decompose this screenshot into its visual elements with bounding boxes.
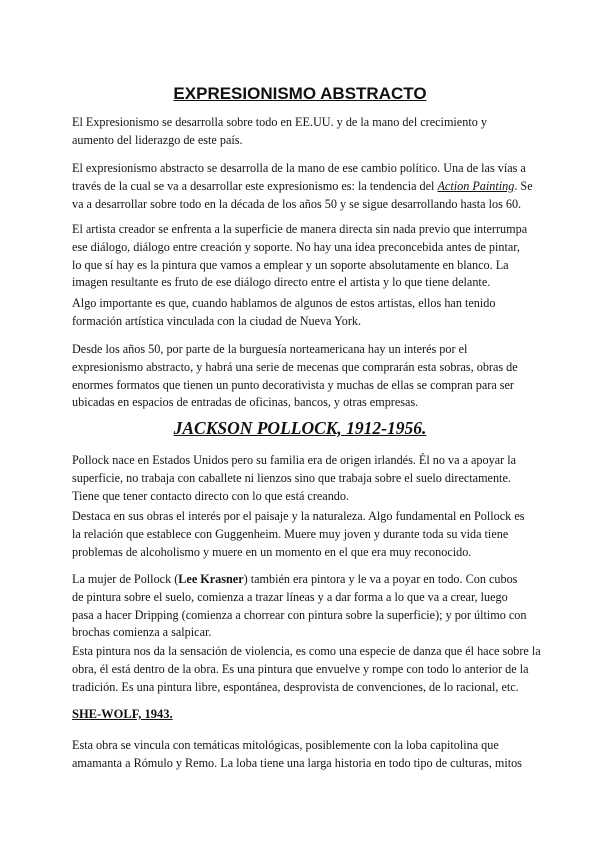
paragraph-intro-1 — [72, 114, 542, 150]
text-line: Esta pintura nos da la sensación de violencia, es como una especie de danza que él hace sobre la — [72, 644, 541, 658]
text-line: Tiene que tener contacto directo con lo que está creando. — [72, 488, 350, 503]
text-line: tradición. Es una pintura libre, espontánea, desprovista de convenciones, de lo racional, etc. — [72, 679, 519, 694]
text-line: brochas comienza a salpicar. — [72, 625, 212, 640]
text-line: Desde los años 50, por parte de la burguesía norteamericana hay un interés por el — [72, 342, 468, 356]
text-line: ubicadas en espacios de entradas de oficinas, bancos, y otras empresas. — [72, 395, 419, 410]
text-fragment: La mujer de Pollock ( — [72, 572, 179, 586]
paragraph-intro-3 — [72, 221, 542, 292]
section-heading-pollock: JACKSON POLLOCK, 1912-1956. — [173, 418, 427, 438]
paragraph-pollock-1 — [72, 452, 542, 505]
text-line: pasa a hacer Dripping (comienza a chorrear con pintura sobre la superficie); y por último con — [72, 607, 527, 622]
text-line: El Expresionismo se desarrolla sobre todo en EE.UU. y de la mano del crecimiento y — [72, 115, 487, 129]
text-line: Destaca en sus obras el interés por el paisaje y la naturaleza. Algo fundamental en Pollock es — [72, 509, 525, 523]
text-line: problemas de alcoholismo y muere en un momento en el que era muy reconocido. — [72, 544, 472, 559]
text-line — [72, 178, 542, 196]
paragraph-pollock-4 — [72, 643, 542, 696]
text-line: de pintura sobre el suelo, comienza a trazar líneas y a dar forma a lo que va a crear, luego — [72, 589, 508, 604]
text-line: la relación que establece con Guggenheim. Muere muy joven y durante toda su vida tiene — [72, 526, 509, 541]
text-line: Esta obra se vincula con temáticas mitológicas, posiblemente con la loba capitolina que — [72, 738, 499, 752]
paragraph-she-wolf-1 — [72, 737, 542, 773]
text-line: amamanta a Rómulo y Remo. La loba tiene una larga historia en todo tipo de culturas, mitos — [72, 755, 522, 770]
text-line: superficie, no trabaja con caballete ni lienzos sino que trabaja sobre el suelo directamente. — [72, 470, 511, 485]
text-line: El artista creador se enfrenta a la superficie de manera directa sin nada previo que interrumpa — [72, 222, 528, 236]
text-line: expresionismo abstracto, y habrá una serie de mecenas que comprarán esta sobras, obras de — [72, 359, 518, 374]
text-line: formación artística vinculada con la ciudad de Nueva York. — [72, 313, 362, 328]
text-fragment: través de la cual se va a desarrollar este expresionismo es: la tendencia del — [72, 178, 438, 193]
text-fragment: ) también era pintora y le va a poyar en todo. Con cubos — [243, 572, 518, 586]
paragraph-pollock-2 — [72, 508, 542, 561]
paragraph-intro-2 — [72, 160, 542, 213]
text-line: obra, él está dentro de la obra. Es una pintura que envuelve y rompe con todo lo anterior de la — [72, 661, 529, 676]
text-line: imagen resultante es fruto de ese diálogo directo entre el artista y lo que tiene delante. — [72, 275, 491, 290]
bold-name-lee-krasner: Lee Krasner — [178, 572, 244, 586]
text-line: Algo importante es que, cuando hablamos de algunos de estos artistas, ellos han tenido — [72, 296, 496, 310]
text-line — [72, 571, 542, 589]
text-line: El expresionismo abstracto se desarrolla de la mano de ese cambio político. Una de las vías a — [72, 161, 526, 175]
text-line: lo que sí hay es la pintura que vamos a emplear y un soporte absolutamente en blanco. La — [72, 257, 509, 272]
paragraph-intro-4 — [72, 295, 542, 331]
action-painting-link[interactable]: Action Painting — [437, 178, 515, 193]
text-line: ese diálogo, diálogo entre creación y soporte. No hay una idea preconcebida antes de pintar, — [72, 239, 520, 254]
text-fragment: . Se — [514, 178, 533, 193]
text-line: enormes formatos que tienen un punto decorativista y muchas de ellas se compran para ser — [72, 377, 514, 392]
section-heading-she-wolf: SHE-WOLF, 1943. — [72, 707, 173, 721]
paragraph-pollock-3 — [72, 571, 542, 642]
text-line: aumento del liderazgo de este país. — [72, 132, 243, 147]
document-title: EXPRESIONISMO ABSTRACTO — [173, 84, 427, 103]
paragraph-intro-5 — [72, 341, 542, 412]
text-line: Pollock nace en Estados Unidos pero su familia era de origen irlandés. Él no va a apoyar la — [72, 453, 517, 467]
text-line: va a desarrollar sobre todo en la década de los años 50 y se sigue desarrollando hasta los 60. — [72, 196, 522, 211]
